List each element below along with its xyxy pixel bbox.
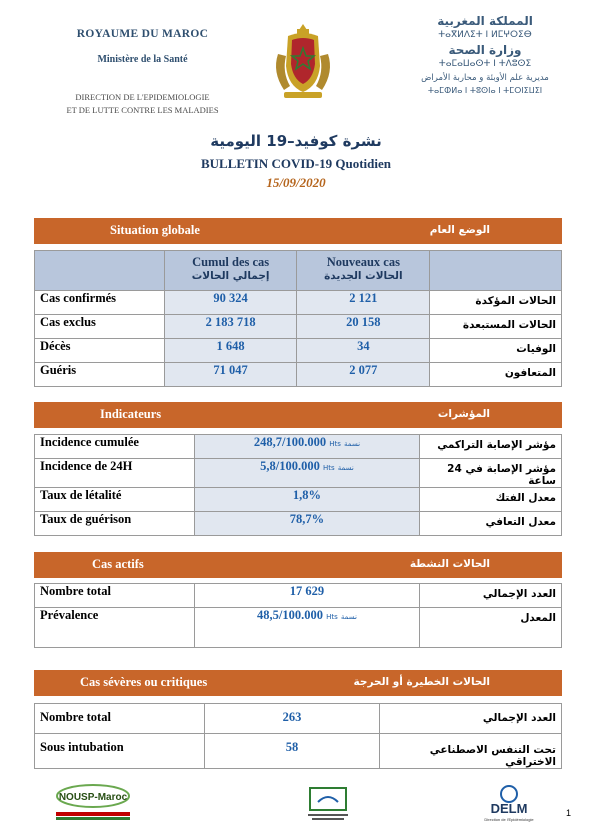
cumul-value: 2 183 718 bbox=[164, 315, 297, 339]
section-bar-situation bbox=[34, 218, 562, 244]
table-row bbox=[35, 608, 562, 648]
table-row bbox=[35, 512, 562, 536]
row-label-ar: العدد الإجمالي bbox=[420, 584, 562, 608]
indicators-table bbox=[34, 434, 562, 536]
row-label-ar: مؤشر الإصابة في 24 ساعة bbox=[420, 459, 562, 488]
nousp-logo-icon bbox=[52, 782, 134, 822]
table-row bbox=[35, 435, 562, 459]
indicator-value: 248,7/100.000 Hts نسمة bbox=[194, 435, 420, 459]
row-label-fr: Incidence de 24H bbox=[35, 459, 195, 488]
severe-table bbox=[34, 703, 562, 769]
row-label-ar: المعدل bbox=[420, 608, 562, 648]
section-bar-severe bbox=[34, 670, 562, 696]
section-title-fr: Situation globale bbox=[110, 223, 200, 237]
row-label-fr: Nombre total bbox=[35, 704, 205, 734]
svg-text:DELM: DELM bbox=[490, 801, 528, 816]
row-label-ar: العدد الإجمالي bbox=[380, 704, 562, 734]
row-label-ar: تحت التنفس الاصطناعي الاختراقي bbox=[380, 734, 562, 769]
section-title-ar: الحالات النشطة bbox=[409, 558, 490, 570]
cumul-value: 1 648 bbox=[164, 339, 297, 363]
row-label-ar: الحالات المؤكدة bbox=[430, 291, 562, 315]
direction-label-tz: ⵜⴰⵎⵀⵍⴰ ⵏ ⵜⵓⵙⵏⴰ ⵏ ⵜⵎⵔⵏⵉⵡⵉⵏ bbox=[427, 86, 543, 95]
bulletin-title-fr: BULLETIN COVID-19 Quotidien bbox=[201, 156, 391, 171]
delm-logo-icon bbox=[480, 784, 538, 824]
table-row bbox=[35, 363, 562, 387]
section-title-fr: Cas sévères ou critiques bbox=[80, 675, 208, 689]
row-label-fr: Incidence cumulée bbox=[35, 435, 195, 459]
row-label-fr: Prévalence bbox=[35, 608, 195, 648]
indicator-value: 78,7% bbox=[194, 512, 420, 536]
indicator-value: 1,8% bbox=[194, 488, 420, 512]
header-right bbox=[395, 14, 575, 95]
section-title-ar: المؤشرات bbox=[437, 408, 490, 420]
bulletin-date: 15/09/2020 bbox=[266, 175, 326, 190]
kingdom-label-ar: المملكة المغربية bbox=[437, 14, 533, 28]
row-label-ar: معدل الفتك bbox=[420, 488, 562, 512]
new-value: 34 bbox=[297, 339, 430, 363]
row-label-fr: Cas exclus bbox=[35, 315, 165, 339]
new-value: 2 077 bbox=[297, 363, 430, 387]
indicator-value: 5,8/100.000 Hts نسمة bbox=[194, 459, 420, 488]
table-row bbox=[35, 339, 562, 363]
kingdom-label-tz: ⵜⴰⴳⵍⴷⵉⵜ ⵏ ⵍⵎⵖⵔⵉⴱ bbox=[438, 30, 532, 40]
coat-of-arms-icon bbox=[268, 20, 338, 102]
row-label-ar: الوفيات bbox=[430, 339, 562, 363]
row-label-ar: المتعافون bbox=[430, 363, 562, 387]
active-value: 17 629 bbox=[194, 584, 420, 608]
header-left bbox=[40, 22, 245, 117]
situation-header-row bbox=[35, 251, 562, 291]
severe-value: 58 bbox=[204, 734, 380, 769]
row-label-ar: الحالات المستبعدة bbox=[430, 315, 562, 339]
section-title-fr: Cas actifs bbox=[92, 557, 144, 571]
table-row bbox=[35, 734, 562, 769]
ministry-label-tz: ⵜⴰⵎⴰⵡⴰⵙⵜ ⵏ ⵜⴷⵓⵙⵉ bbox=[438, 59, 532, 69]
section-title-ar: الحالات الخطيرة أو الحرجة bbox=[353, 676, 490, 688]
severe-value: 263 bbox=[204, 704, 380, 734]
section-bar-active bbox=[34, 552, 562, 578]
section-bar-indicators bbox=[34, 402, 562, 428]
table-row bbox=[35, 704, 562, 734]
direction-label: DIRECTION DE L'EPIDEMIOLOGIE ET DE LUTTE CONTRE LES MALADIES bbox=[66, 92, 219, 115]
row-label-fr: Sous intubation bbox=[35, 734, 205, 769]
bulletin-title-ar: نشرة كوفيد–19 اليومية bbox=[210, 132, 382, 150]
ministry-label-ar: وزارة الصحة bbox=[448, 43, 522, 57]
section-title-ar: الوضع العام bbox=[429, 224, 490, 236]
situation-table bbox=[34, 250, 562, 387]
row-label-ar: معدل التعافي bbox=[420, 512, 562, 536]
row-label-ar: مؤشر الإصابة التراكمي bbox=[420, 435, 562, 459]
cumul-value: 71 047 bbox=[164, 363, 297, 387]
table-row bbox=[35, 488, 562, 512]
row-label-fr: Décès bbox=[35, 339, 165, 363]
row-label-fr: Guéris bbox=[35, 363, 165, 387]
col-cumul-header: Cumul des cas إجمالي الحالات bbox=[164, 251, 297, 291]
col-new-header: Nouveaux cas الحالات الجديدة bbox=[297, 251, 430, 291]
cumul-value: 90 324 bbox=[164, 291, 297, 315]
svg-text:Direction de l'Epidémiologie: Direction de l'Epidémiologie bbox=[484, 817, 534, 822]
direction-label-ar: مديرية علم الأوبئة و محاربة الأمراض bbox=[421, 73, 549, 83]
row-label-fr: Cas confirmés bbox=[35, 291, 165, 315]
row-label-fr: Taux de létalité bbox=[35, 488, 195, 512]
table-row bbox=[35, 459, 562, 488]
active-table bbox=[34, 583, 562, 648]
table-row bbox=[35, 315, 562, 339]
ministry-label: Ministère de la Santé bbox=[97, 54, 188, 65]
ministry-small-logo-icon bbox=[304, 786, 352, 824]
row-label-fr: Taux de guérison bbox=[35, 512, 195, 536]
new-value: 2 121 bbox=[297, 291, 430, 315]
new-value: 20 158 bbox=[297, 315, 430, 339]
section-title-fr: Indicateurs bbox=[100, 407, 162, 421]
footer bbox=[0, 782, 592, 828]
row-label-fr: Nombre total bbox=[35, 584, 195, 608]
kingdom-label: ROYAUME DU MAROC bbox=[76, 28, 209, 40]
table-row bbox=[35, 291, 562, 315]
svg-text:NOUSP-Maroc: NOUSP-Maroc bbox=[58, 792, 128, 803]
active-value: 48,5/100.000 Hts نسمة bbox=[194, 608, 420, 648]
table-row bbox=[35, 584, 562, 608]
page-number: 1 bbox=[566, 808, 572, 818]
